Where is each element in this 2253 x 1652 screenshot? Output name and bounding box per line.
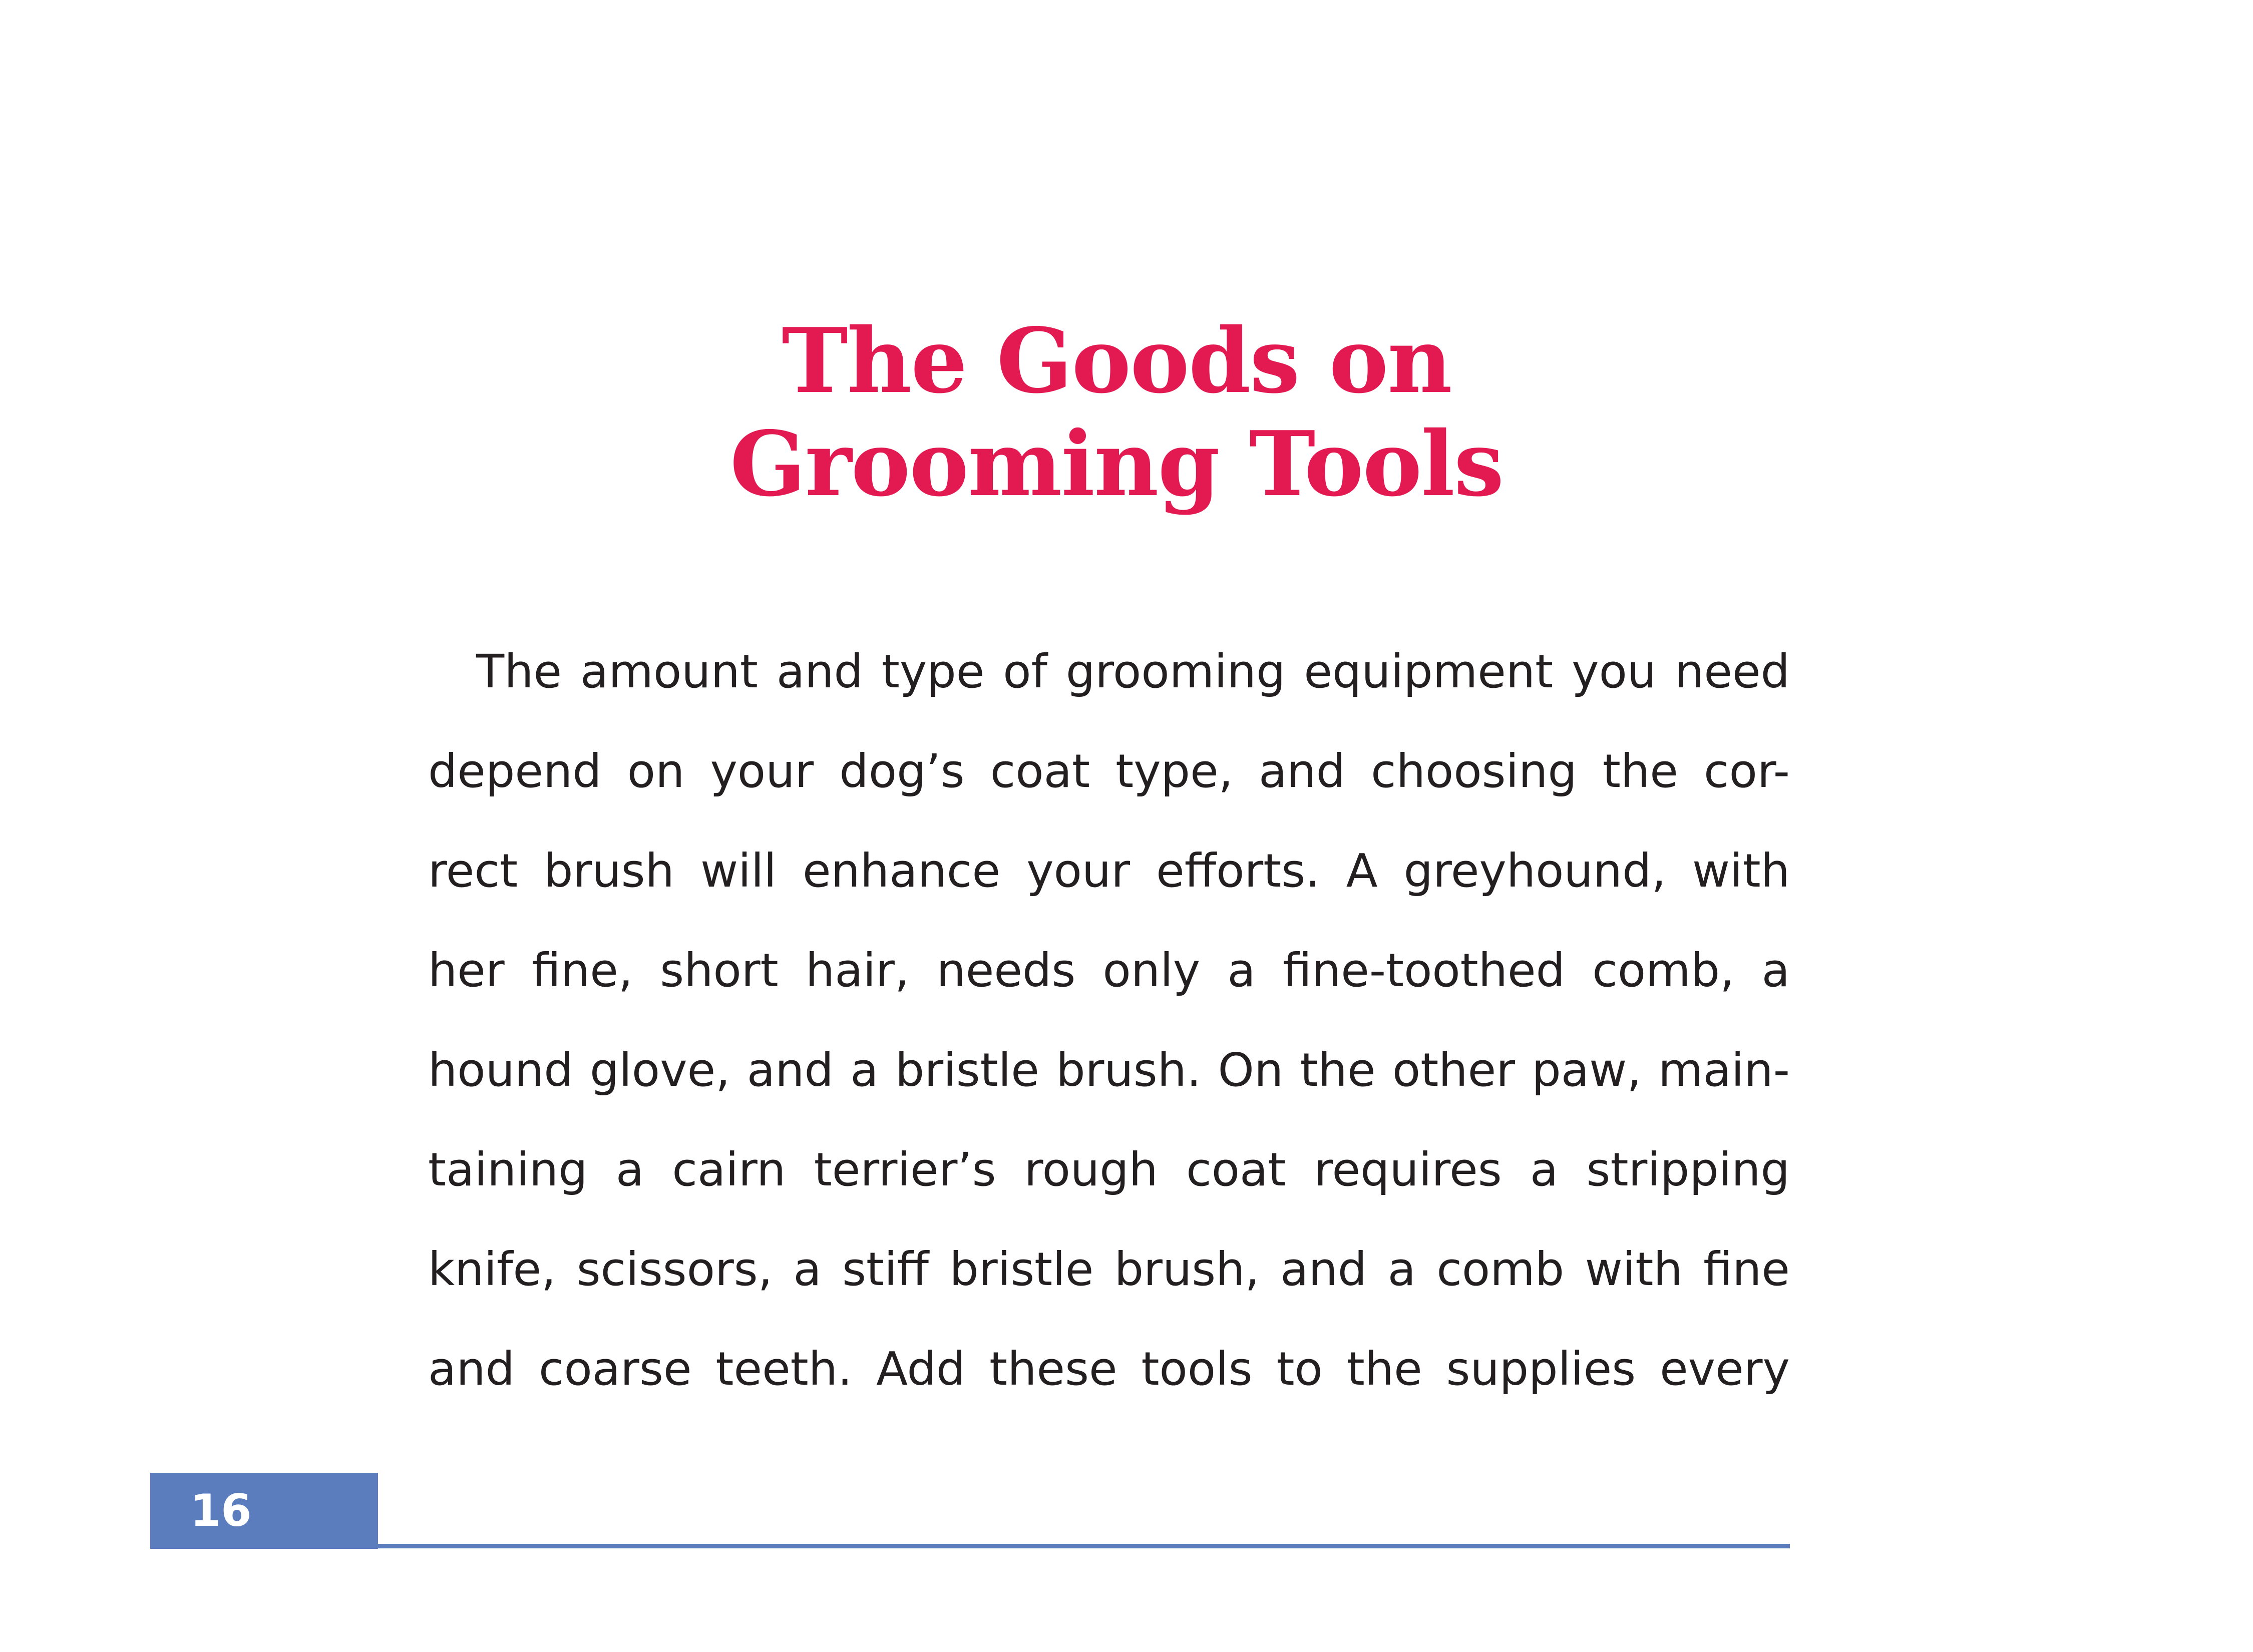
body-line: and coarse teeth. Add these tools to the supplies every (428, 1342, 1790, 1396)
body-line: taining a cairn terrier’s rough coat requires a stripping (428, 1143, 1790, 1196)
body-line: depend on your dog’s coat type, and choosing the cor- (428, 744, 1790, 798)
body-paragraph (428, 622, 1790, 1419)
body-line: rect brush will enhance your efforts. A greyhound, with (428, 844, 1790, 898)
page-number: 16 (190, 1485, 252, 1536)
chapter-title (691, 309, 1542, 516)
page-number-badge (150, 1473, 378, 1549)
chapter-title-line-1: The Goods on (782, 308, 1451, 413)
chapter-title-line-2: Grooming Tools (729, 411, 1504, 516)
body-line: hound glove, and a bristle brush. On the other paw, main- (428, 1043, 1790, 1097)
body-line: The amount and type of grooming equipment you need (476, 645, 1790, 698)
body-line: her fine, short hair, needs only a fine-toothed comb, a (428, 944, 1790, 997)
footer-rule (150, 1544, 1790, 1548)
body-line: knife, scissors, a stiff bristle brush, and a comb with fine (428, 1243, 1790, 1296)
